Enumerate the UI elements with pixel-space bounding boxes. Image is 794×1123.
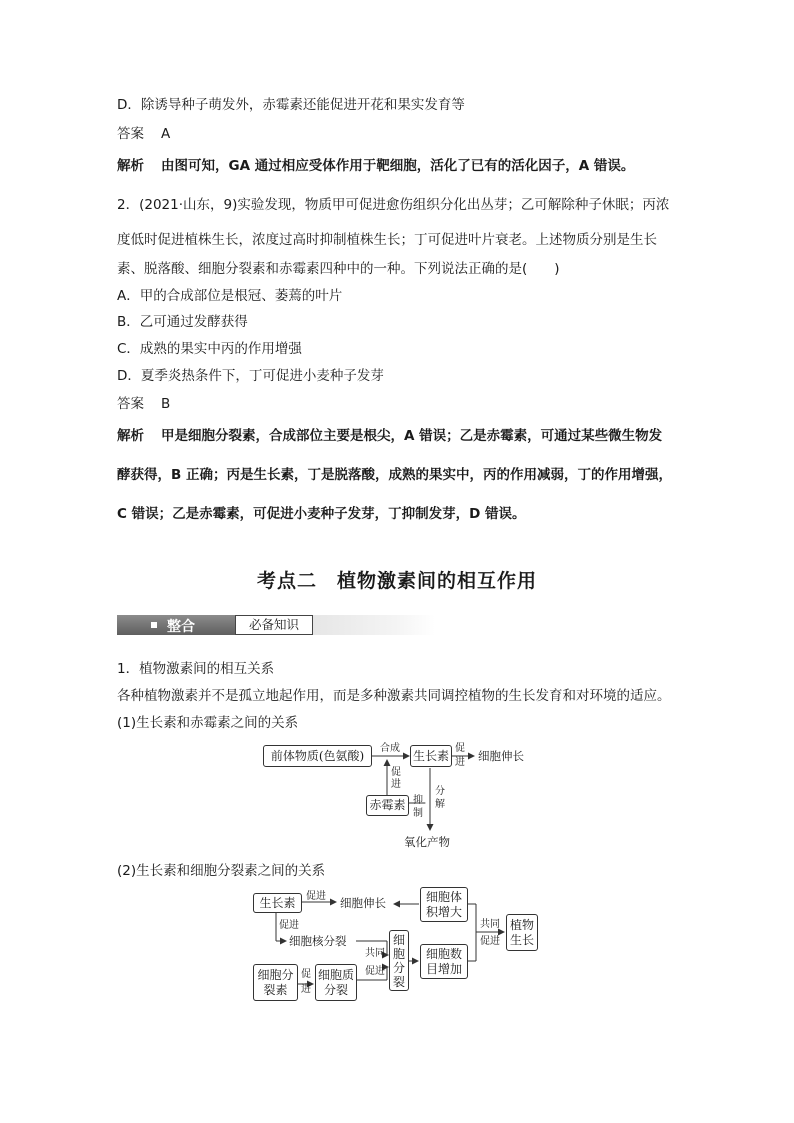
- cytokinin-box: [253, 964, 298, 1001]
- promote-label-v1: 促: [391, 767, 401, 778]
- q2-option-d: D．夏季炎热条件下，丁可促进小麦种子发芽: [117, 368, 384, 384]
- cell-elongation-label-2: 细胞伸长: [340, 896, 386, 910]
- subheading-2: (2)生长素和细胞分裂素之间的关系: [117, 863, 326, 879]
- subheading-1: (1)生长素和赤霉素之间的关系: [117, 715, 299, 731]
- square-bullet-icon: [151, 622, 157, 628]
- cell-division-c1: 细: [392, 932, 405, 947]
- q1-option-d: D．除诱导种子萌发外，赤霉素还能促进开花和果实发育等: [117, 97, 465, 113]
- banner-main-label: 整合: [167, 619, 195, 635]
- promote-top-label: 促进: [306, 891, 326, 902]
- answer-label: 答案: [117, 126, 144, 142]
- inhibit-label-1: 抑: [413, 795, 423, 806]
- promote-label-h1: 促: [455, 743, 465, 754]
- q2-analysis-line1: [117, 427, 662, 445]
- cytokinin-line2: 裂素: [263, 982, 288, 997]
- joint-promote-1b: 促进: [365, 966, 385, 977]
- q2-option-b: B．乙可通过发酵获得: [117, 314, 248, 330]
- analysis-text: 甲是细胞分裂素，合成部位主要是根尖，A 错误；乙是赤霉素，可通过某些微生物发: [161, 428, 663, 444]
- oxidation-product-label: 氧化产物: [404, 835, 450, 849]
- heading-1: 1．植物激素间的相互关系: [117, 661, 275, 677]
- q1-analysis: [117, 157, 634, 175]
- promote-label-v2: 进: [391, 779, 401, 790]
- nuclear-division-label: 细胞核分裂: [289, 934, 347, 948]
- auxin-box-2: 生长素: [253, 893, 302, 913]
- analysis-label: 解析: [117, 428, 144, 444]
- promote-bottom-2: 进: [301, 984, 311, 995]
- section-title: 考点二 植物激素间的相互作用: [256, 570, 537, 592]
- cell-division-c3: 分: [392, 960, 405, 975]
- answer-value: A: [161, 126, 171, 142]
- joint-promote-2b: 促进: [480, 936, 500, 947]
- cell-volume-line2: 积增大: [425, 904, 462, 919]
- q2-option-c: C．成熟的果实中丙的作用增强: [117, 341, 302, 357]
- q1-answer: [117, 125, 170, 143]
- q2-option-a: A．甲的合成部位是根冠、萎蔫的叶片: [117, 288, 343, 304]
- analysis-text: 由图可知，GA 通过相应受体作用于靶细胞，活化了已有的活化因子，A 错误。: [161, 158, 635, 174]
- cell-number-line1: 细胞数: [425, 946, 462, 961]
- q2-analysis-line2: 酵获得，B 正确；丙是生长素，丁是脱落酸，成熟的果实中，丙的作用减弱，丁的作用增强，: [117, 467, 672, 483]
- cell-division-c2: 胞: [392, 946, 405, 961]
- plant-growth-line2: 生长: [509, 932, 534, 947]
- plant-growth-line1: 植物: [509, 917, 534, 932]
- cytoplasm-division-line1: 细胞质: [317, 967, 354, 982]
- cell-number-line2: 目增加: [425, 961, 462, 976]
- analysis-label: 解析: [117, 158, 144, 174]
- q2-answer: [117, 395, 170, 413]
- plant-growth-box: [506, 914, 538, 951]
- promote-label-h2: 进: [455, 757, 465, 768]
- decompose-label-1: 分: [435, 786, 445, 797]
- cell-number-box: [420, 944, 468, 979]
- auxin-box: 生长素: [410, 745, 452, 767]
- q2-stem-line3: 素、脱落酸、细胞分裂素和赤霉素四种中的一种。下列说法正确的是( ): [117, 261, 560, 277]
- cytokinin-line1: 细胞分: [257, 967, 294, 982]
- q2-analysis-line3: C 错误；乙是赤霉素，可促进小麦种子发芽，丁抑制发芽，D 错误。: [117, 506, 526, 522]
- answer-label: 答案: [117, 396, 144, 412]
- gibberellin-box: 赤霉素: [366, 795, 409, 816]
- answer-value: B: [161, 396, 171, 412]
- cell-volume-box: [420, 887, 468, 922]
- banner-tag: 必备知识: [235, 615, 313, 635]
- q2-stem-line1: 2．(2021·山东，9)实验发现，物质甲可促进愈伤组织分化出丛芽；乙可解除种子休眠；丙浓: [117, 197, 670, 213]
- cell-division-c4: 裂: [392, 974, 405, 989]
- cell-division-box: [389, 930, 409, 991]
- promote-bottom-1: 促: [301, 969, 311, 980]
- cytoplasm-division-box: [315, 964, 357, 1001]
- banner-dark: [117, 615, 235, 635]
- precursor-box: 前体物质(色氨酸): [263, 745, 372, 767]
- joint-promote-2a: 共同: [480, 919, 500, 930]
- cell-elongation-label: 细胞伸长: [478, 749, 524, 763]
- section-banner: [117, 613, 437, 637]
- joint-promote-1a: 共同: [365, 948, 385, 959]
- inhibit-label-2: 制: [413, 808, 423, 819]
- cytoplasm-division-line2: 分裂: [323, 982, 348, 997]
- promote-left-label: 促进: [279, 920, 299, 931]
- q2-stem-line2: 度低时促进植株生长，浓度过高时抑制植株生长；丁可促进叶片衰老。上述物质分别是生长: [117, 232, 657, 248]
- synthesis-label: 合成: [380, 743, 400, 754]
- cell-volume-line1: 细胞体: [425, 889, 462, 904]
- intro-text: 各种植物激素并不是孤立地起作用，而是多种激素共同调控植物的生长发育和对环境的适应。: [117, 688, 671, 704]
- decompose-label-2: 解: [435, 799, 445, 810]
